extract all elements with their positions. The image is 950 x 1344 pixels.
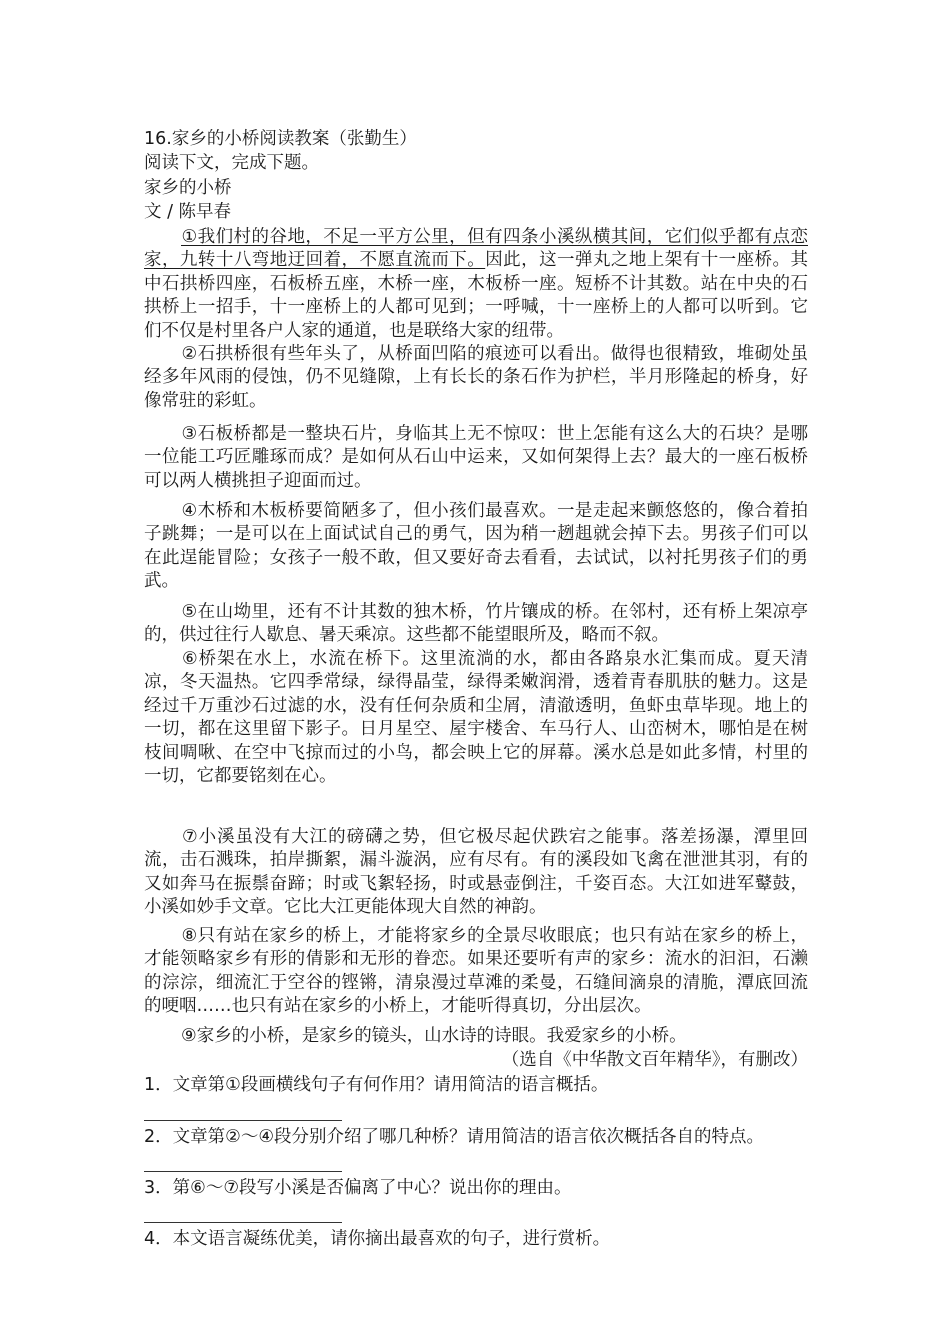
question-2: 2．文章第②～④段分别介绍了哪几种桥？请用简洁的语言依次概括各自的特点。 <box>144 1127 765 1147</box>
paragraph-6-text: ⑥桥架在水上，水流在桥下。这里流淌的水，都由各路泉水汇集而成。夏天清凉，冬天温热。它四季常绿，绿得晶莹，绿得柔嫩润滑，透着青春肌肤的魅力。这是经过千万重沙石过滤的水，没有任何杂质和尘屑，清澈透明，鱼虾虫草毕现。地上的一切，都在这里留下影子。日月星空、屋宇楼舍、车马行人、山峦树木，哪怕是在树枝间啁啾、在空中飞掠而过的小鸟，都会映上它的屏幕。溪水总是如此多情，村里的一切，它都要铭刻在心。 <box>144 649 808 787</box>
paragraph-8 <box>144 925 808 1019</box>
paragraph-1-text: 因此，这一弹丸之地上架有十一座桥。其中石拱桥四座，石板桥五座，木桥一座，木板桥一座。短桥不计其数。站在中央的石拱桥上一招手，十一座桥上的人都可见到；一呼喊，十一座桥上的人都可以听到。它们不仅是村里各户人家的通道，也是联络大家的纽带。 <box>144 250 809 341</box>
paragraph-2-text: ②石拱桥很有些年头了，从桥面凹陷的痕迹可以看出。做得也很精致，堆砌处虽经多年风雨的侵蚀，仍不见缝隙，上有长长的条石作为护栏，半月形隆起的桥身，好像常驻的彩虹。 <box>144 344 808 411</box>
paragraph-7-text: ⑦小溪虽没有大江的磅礴之势，但它极尽起伏跌宕之能事。落差扬瀑，潭里回流，击石溅珠，拍岸撕絮，漏斗漩涡，应有尽有。有的溪段如飞禽在泄泄其羽，有的又如奔马在振鬃奋蹄；时或飞絮轻扬，时或悬壶倒注，千姿百态。大江如进军鼙鼓，小溪如妙手文章。它比大江更能体现大自然的神韵。 <box>144 827 808 918</box>
paragraph-5-text: ⑤在山坳里，还有不计其数的独木桥，竹片镶成的桥。在邻村，还有桥上架凉亭的，供过往行人歇息、暑天乘凉。这些都不能望眼所及，略而不叙。 <box>144 602 808 646</box>
paragraph-9 <box>144 1025 808 1048</box>
paragraph-1 <box>144 226 808 343</box>
paragraph-7 <box>144 826 808 920</box>
question-4: 4．本文语言凝练优美，请你摘出最喜欢的句子，进行赏析。 <box>144 1229 611 1249</box>
paragraph-6 <box>144 648 808 788</box>
answer-blank-1[interactable] <box>144 1120 342 1121</box>
document-title: 16.家乡的小桥阅读教案（张勤生） <box>144 129 417 149</box>
underlined-sentence: ①我们村的谷地，不足一平方公里，但有四条小溪纵横其间，它们似乎都有点恋家，九转十八弯地迂回着，不愿直流而下。 <box>144 227 808 271</box>
instruction-text: 阅读下文，完成下题。 <box>144 153 319 173</box>
paragraph-4-text: ④木桥和木板桥要简陋多了，但小孩们最喜欢。一是走起来颤悠悠的，像合着拍子跳舞；一是可以在上面试试自己的勇气，因为稍一趔趄就会掉下去。男孩子们可以在此逞能冒险；女孩子一般不敢，但又要好奇去看看，去试试，以衬托男孩子们的勇武。 <box>144 501 808 592</box>
paragraph-2 <box>144 343 808 413</box>
paragraph-5 <box>144 601 808 648</box>
paragraph-9-text: ⑨家乡的小桥，是家乡的镜头，山水诗的诗眼。我爱家乡的小桥。 <box>181 1026 687 1046</box>
article-title: 家乡的小桥 <box>144 178 232 198</box>
article-author: 文 / 陈早春 <box>144 202 232 222</box>
question-1: 1．文章第①段画横线句子有何作用？请用简洁的语言概括。 <box>144 1075 609 1095</box>
paragraph-3 <box>144 423 808 493</box>
answer-blank-2[interactable] <box>144 1171 342 1172</box>
answer-blank-3[interactable] <box>144 1222 342 1223</box>
source-note: （选自《中华散文百年精华》，有删改） <box>501 1050 808 1070</box>
paragraph-3-text: ③石板桥都是一整块石片，身临其上无不惊叹：世上怎能有这么大的石块？是哪一位能工巧匠雕琢而成？是如何从石山中运来，又如何架得上去？最大的一座石板桥可以两人横挑担子迎面而过。 <box>144 424 808 491</box>
question-3: 3．第⑥～⑦段写小溪是否偏离了中心？说出你的理由。 <box>144 1178 572 1198</box>
paragraph-4 <box>144 500 808 594</box>
paragraph-8-text: ⑧只有站在家乡的桥上，才能将家乡的全景尽收眼底；也只有站在家乡的桥上，才能领略家乡有形的倩影和无形的眷恋。如果还要听有声的家乡：流水的汩汩，石濑的淙淙，细流汇于空谷的铿锵，清泉漫过草滩的柔曼，石缝间滴泉的清脆，潭底回流的哽咽……也只有站在家乡的小桥上，才能听得真切，分出层次。 <box>144 926 808 1017</box>
